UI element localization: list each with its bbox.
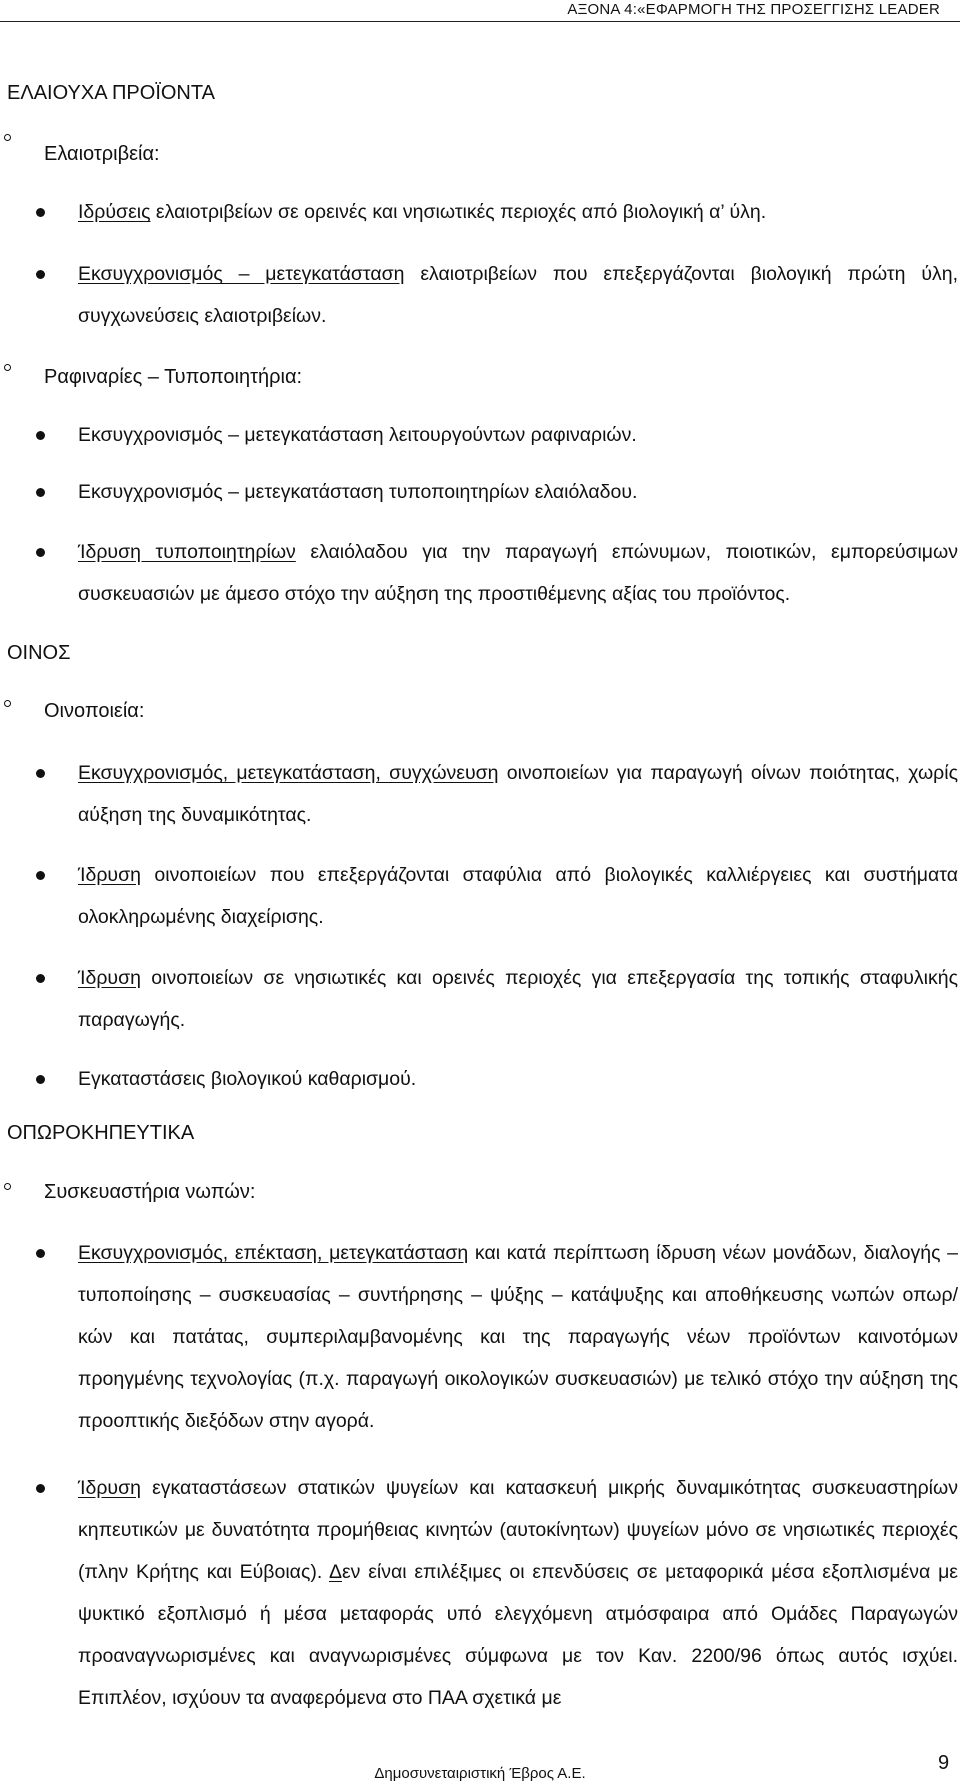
- item-text: ελαιοτριβείων που επεξεργάζονται βιολογική πρώτη ύλη, συγχωνεύσεις ελαιοτριβείων.: [78, 263, 959, 327]
- list-item: [78, 1232, 958, 1442]
- underlined-term: Ίδρυση: [78, 1477, 141, 1499]
- item-text: Εκσυγχρονισμός – μετεγκατάσταση τυποποιητηρίων ελαιόλαδου.: [78, 481, 638, 503]
- bullet-icon: [36, 548, 45, 557]
- item-text: εγκαταστάσεων στατικών ψυγείων και κατασκευή μικρής δυναμικότητας συσκευαστηρίων κηπευτικών με δυνατότητα προμήθειας κινητών (αυτοκίνητων) ψυγείων μόνο σε νησιωτικές περιοχές (πλην Κρήτης και Εύβοιας).: [78, 1477, 958, 1583]
- circle-bullet-icon: [4, 700, 11, 707]
- section-heading-fruit: ΟΠΩΡΟΚΗΠΕΥΤΙΚΑ: [7, 1122, 195, 1144]
- list-item: [78, 1058, 958, 1100]
- list-item: [78, 191, 958, 233]
- page-footer: Δημοσυνεταιριστική Έβρος Α.Ε.: [374, 1765, 586, 1782]
- item-text: και κατά περίπτωση ίδρυση νέων μονάδων, διαλογής – τυποποίησης – συσκευασίας – συντήρησης – ψύξης – κατάψυξης και αποθήκευσης νωπών οπωρ/κών και πατάτας, συμπεριλαμβανομένης και της παραγωγής νέων προϊόντων καινοτόμων προηγμένης τεχνολογίας (π.χ. παραγωγή οικολογικών συσκευασιών) με τελικό στόχο την αύξηση της προοπτικής διεξόδων στην αγορά.: [78, 1242, 958, 1432]
- item-text: ελαιοτριβείων σε ορεινές και νησιωτικές περιοχές από βιολογική α’ ύλη.: [150, 201, 767, 223]
- bullet-icon: [36, 974, 45, 983]
- circle-bullet-icon: [4, 134, 11, 141]
- item-text: Εκσυγχρονισμός – μετεγκατάσταση λειτουργούντων ραφιναριών.: [78, 424, 637, 446]
- header-title: ΑΞΟΝΑ 4:«ΕΦΑΡΜΟΓΗ ΤΗΣ ΠΡΟΣΕΓΓΙΣΗΣ LEADER: [567, 1, 940, 18]
- section-heading-wine: ΟΙΝΟΣ: [7, 642, 71, 664]
- underlined-term: Ίδρυση: [78, 864, 141, 886]
- item-text: εν είναι επιλέξιμες οι επενδύσεις σε μεταφορικά μέσα εξοπλισμένα με ψυκτικό εξοπλισμό ή μέσα μεταφοράς υπό ελεγχόμενη ατμόσφαιρα από Ομάδες Παραγωγών προαναγνωρισμένες και αναγνωρισμένες σύμφωνα με τον Καν. 2200/96 όπως αυτός ισχύει. Επιπλέον, ισχύουν τα αναφερόμενα στο ΠΑΑ σχετικά με: [78, 1561, 958, 1709]
- item-text: οινοποιείων για παραγωγή οίνων ποιότητας, χωρίς αύξηση της δυναμικότητας.: [78, 762, 958, 826]
- circle-bullet-icon: [4, 364, 11, 371]
- page-number: 9: [938, 1752, 950, 1774]
- header-divider: [0, 21, 960, 22]
- list-item: [78, 957, 958, 1041]
- underlined-term: Ιδρύσεις: [78, 201, 151, 223]
- bullet-icon: [36, 431, 45, 440]
- underlined-letter: Δ: [328, 1561, 342, 1583]
- subheading-refineries: Ραφιναρίες – Τυποποιητήρια:: [44, 366, 303, 388]
- section-heading-olive: ΕΛΑΙΟΥΧΑ ΠΡΟΪΟΝΤΑ: [7, 82, 215, 104]
- circle-bullet-icon: [4, 1183, 11, 1190]
- underlined-term: Εκσυγχρονισμός – μετεγκατάσταση: [78, 263, 405, 285]
- underlined-term: Ίδρυση: [78, 967, 141, 989]
- bullet-icon: [36, 769, 45, 778]
- underlined-term: Ίδρυση τυποποιητηρίων: [78, 541, 296, 563]
- bullet-icon: [36, 871, 45, 880]
- list-item: [78, 1467, 958, 1719]
- list-item: [78, 752, 958, 836]
- underlined-term: Εκσυγχρονισμός, μετεγκατάσταση, συγχώνευση: [78, 762, 499, 784]
- item-text: Εγκαταστάσεις βιολογικού καθαρισμού.: [78, 1068, 417, 1090]
- underlined-term: Εκσυγχρονισμός, επέκταση, μετεγκατάσταση: [78, 1242, 469, 1264]
- subheading-packing-houses: Συσκευαστήρια νωπών:: [44, 1181, 256, 1203]
- subheading-wineries: Οινοποιεία:: [44, 700, 145, 722]
- bullet-icon: [36, 1075, 45, 1084]
- subheading-olive-mills: Ελαιοτριβεία:: [44, 143, 160, 165]
- bullet-icon: [36, 1249, 45, 1258]
- item-text: οινοποιείων που επεξεργάζονται σταφύλια από βιολογικές καλλιέργειες και συστήματα ολοκληρωμένης διαχείρισης.: [78, 864, 958, 928]
- list-item: [78, 253, 958, 337]
- bullet-icon: [36, 488, 45, 497]
- bullet-icon: [36, 208, 45, 217]
- list-item: [78, 854, 958, 938]
- list-item: [78, 471, 958, 513]
- list-item: [78, 414, 958, 456]
- list-item: [78, 531, 958, 615]
- bullet-icon: [36, 1484, 45, 1493]
- bullet-icon: [36, 270, 45, 279]
- item-text: οινοποιείων σε νησιωτικές και ορεινές περιοχές για επεξεργασία της τοπικής σταφυλικής παραγωγής.: [78, 967, 958, 1031]
- item-text: ελαιόλαδου για την παραγωγή επώνυμων, ποιοτικών, εμπορεύσιμων συσκευασιών με άμεσο στόχο την αύξηση της προστιθέμενης αξίας του προϊόντος.: [78, 541, 959, 605]
